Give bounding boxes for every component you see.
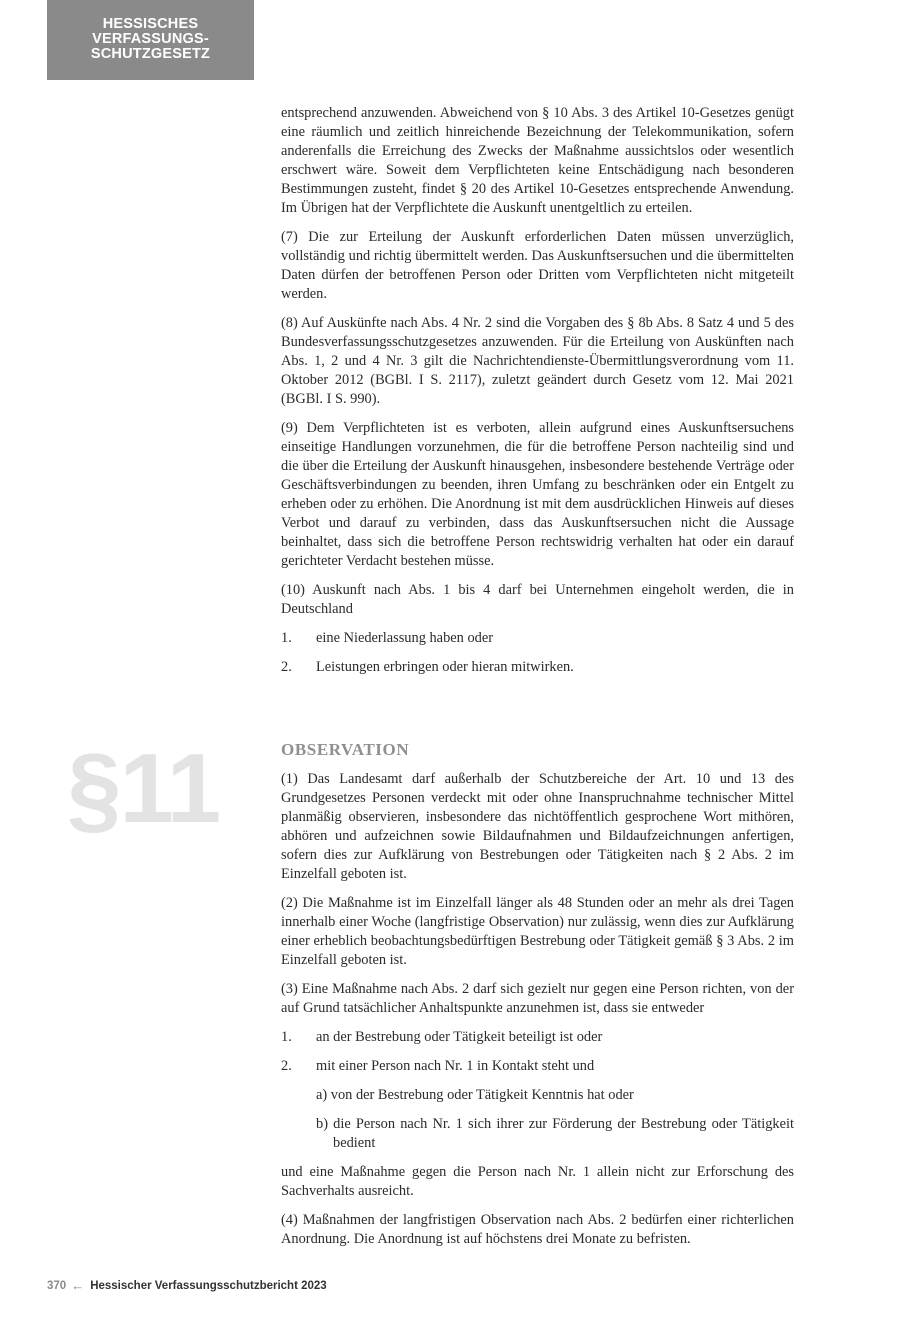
footer-title: Hessischer Verfassungsschutzbericht 2023 [90, 1279, 327, 1292]
list-text: an der Bestrebung oder Tätigkeit beteiligt ist oder [316, 1029, 603, 1045]
section-observation [281, 740, 794, 1259]
paragraph-continuation: entsprechend anzuwenden. Abweichend von § 10 Abs. 3 des Artikel 10-Gesetzes genügt eine räumlich und zeitlich hinreichende Bezeichnung der Telekommunikation, sofern anderenfalls die Erreichung des Zwecks der Maßnahme aussichtslos oder wesentlich erschwert wäre. Soweit dem Verpflichteten keine Entschädigung nach besonderen Bestimmungen zusteht, findet § 20 des Artikel 10-Gesetzes entsprechende Anwendung. Im Übrigen hat der Verpflichtete die Auskunft unentgeltlich zu erteilen. [281, 105, 794, 216]
list-number: 2. [281, 1058, 292, 1074]
header-line-1: HESSISCHES [102, 16, 199, 32]
header-line-3: SCHUTZGESETZ [90, 46, 211, 62]
paragraph-7: (7) Die zur Erteilung der Auskunft erforderlichen Daten müssen unverzüglich, vollständig und richtig übermittelt werden. Das Auskunftsersuchen und die übermittelten Daten dürfen der betroffenen Person oder Dritten vom Verpflichteten nicht mitgeteilt werden. [281, 229, 794, 302]
list-text: eine Niederlassung haben oder [316, 630, 494, 646]
list-item [281, 1028, 794, 1047]
sublist-item-a: a) von der Bestrebung oder Tätigkeit Kenntnis hat oder [316, 1087, 634, 1103]
section-number: §11 [67, 733, 220, 843]
paragraph-1: (1) Das Landesamt darf außerhalb der Schutzbereiche der Art. 10 und 13 des Grundgesetzes Personen verdeckt mit oder ohne Inanspruchnahme technischer Mittel planmäßig observieren, insbesondere das nichtöffentlich gesprochene Wort mithören, abhören und aufzeichnen sowie Bildaufnahmen und Bildaufzeichnungen anfertigen, sofern dies zur Aufklärung von Bestrebungen oder Tätigkeiten nach § 2 Abs. 2 im Einzelfall geboten ist. [281, 771, 794, 882]
list-text: Leistungen erbringen oder hieran mitwirken. [316, 659, 574, 675]
header-line-2: VERFASSUNGS- [92, 31, 209, 47]
paragraph-9: (9) Dem Verpflichteten ist es verboten, allein aufgrund eines Auskunftsersuchens einseitige Handlungen vorzunehmen, die für die betroffene Person nachteilig sind und die über die Erteilung der Auskunft hinausgehen, insbesondere bestehende Verträge oder Geschäftsverbindungen zu beenden, ihren Umfang zu beschränken oder ein Entgelt zu erheben oder zu erhöhen. Die Anordnung ist mit dem ausdrücklichen Hinweis auf dieses Verbot und darauf zu verbinden, dass das Auskunftsersuchen nicht die Aussage beinhaltet, dass sich die betroffene Person rechtswidrig verhalten hat oder ein darauf gerichteter Verdacht bestehen müsse. [281, 420, 794, 569]
list-number: 2. [281, 659, 292, 675]
list-item [281, 1057, 794, 1076]
list-text: mit einer Person nach Nr. 1 in Kontakt steht und [316, 1058, 595, 1074]
previous-section-continuation [281, 104, 794, 687]
list-item [281, 658, 794, 677]
page-footer [47, 1278, 327, 1293]
sublist-item-b: b) die Person nach Nr. 1 sich ihrer zur Förderung der Bestrebung oder Tätigkeit bedient [316, 1116, 794, 1151]
paragraph-4: (4) Maßnahmen der langfristigen Observation nach Abs. 2 bedürfen einer richterlichen Anordnung. Die Anordnung ist auf höchstens drei Monate zu befristen. [281, 1212, 794, 1247]
list-number: 1. [281, 1029, 292, 1045]
paragraph-2: (2) Die Maßnahme ist im Einzelfall länger als 48 Stunden oder an mehr als drei Tagen innerhalb einer Woche (langfristige Observation) nur zulässig, wenn dies zur Aufklärung einer erheblich beobachtungsbedürftigen Bestrebung oder Tätigkeit gemäß § 3 Abs. 2 im Einzelfall geboten ist. [281, 895, 794, 968]
paragraph-3: (3) Eine Maßnahme nach Abs. 2 darf sich gezielt nur gegen eine Person richten, von der auf Grund tatsächlicher Anhaltspunkte anzunehmen ist, dass sie entweder [281, 981, 794, 1016]
document-header-tab [47, 0, 254, 80]
paragraph-8: (8) Auf Auskünfte nach Abs. 4 Nr. 2 sind die Vorgaben des § 8b Abs. 8 Satz 4 und 5 des Bundesverfassungsschutzgesetzes anzuwenden. Für die Erteilung von Auskünften nach Abs. 1, 2 und 4 Nr. 3 gilt die Nachrichtendienste-Übermittlungsverordnung vom 11. Oktober 2012 (BGBl. I S. 2117), zuletzt geändert durch Gesetz vom 12. Mai 2021 (BGBl. I S. 990). [281, 315, 794, 407]
page-number: 370 [47, 1279, 67, 1292]
list-number: 1. [281, 630, 292, 646]
list-item [281, 629, 794, 648]
arrow-left-icon[interactable]: ← [71, 1278, 85, 1293]
paragraph-10: (10) Auskunft nach Abs. 1 bis 4 darf bei Unternehmen eingeholt werden, die in Deutschland [281, 582, 794, 617]
paragraph-3-continuation: und eine Maßnahme gegen die Person nach Nr. 1 allein nicht zur Erforschung des Sachverhalts ausreicht. [281, 1164, 794, 1199]
section-heading: OBSERVATION [281, 740, 410, 759]
